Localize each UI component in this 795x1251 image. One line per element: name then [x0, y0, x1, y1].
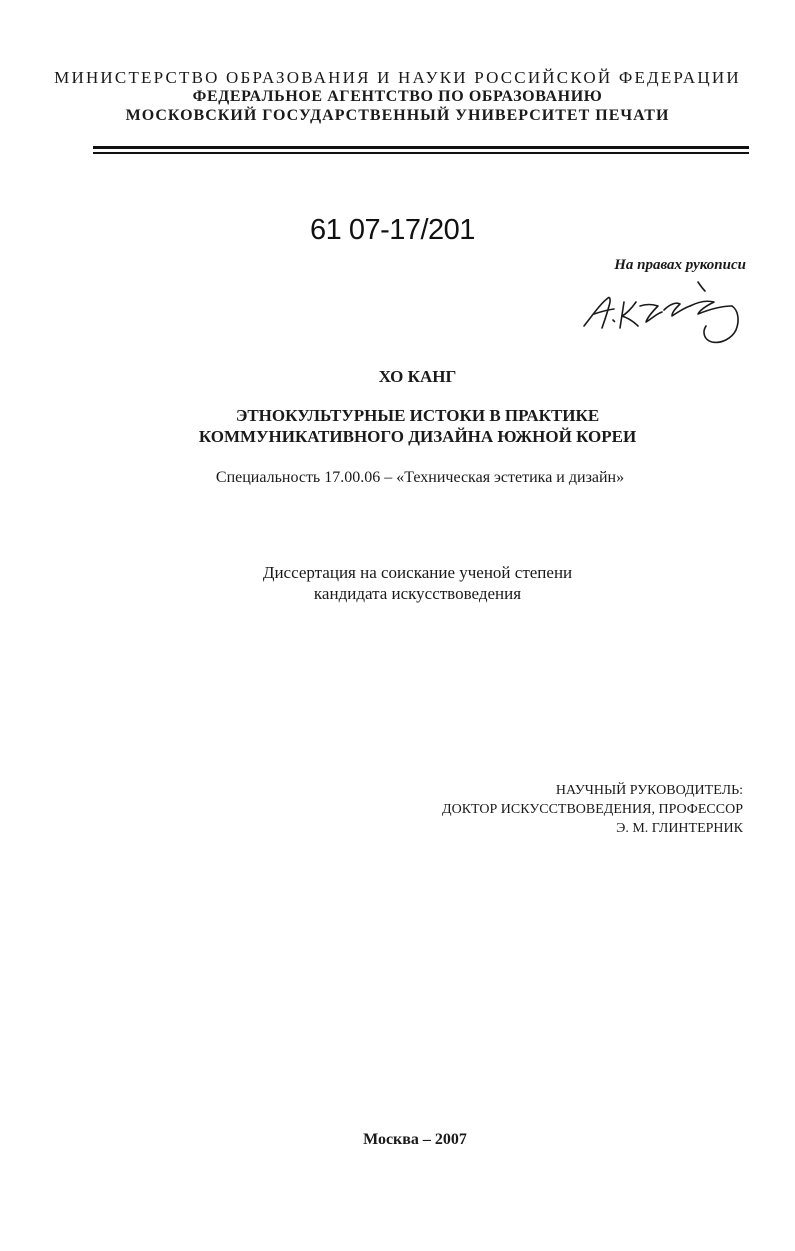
city-year-footer: Москва – 2007 [363, 1131, 467, 1148]
ministry-header: МИНИСТЕРСТВО ОБРАЗОВАНИЯ И НАУКИ РОССИЙСКОЙ ФЕДЕРАЦИИ [54, 68, 741, 87]
advisor-name: Э. М. ГЛИНТЕРНИК [616, 821, 743, 836]
specialty-line: Специальность 17.00.06 – «Техническая эстетика и дизайн» [215, 469, 625, 486]
dissertation-title-line-1: ЭТНОКУЛЬТУРНЫЕ ИСТОКИ В ПРАКТИКЕ [235, 406, 600, 425]
degree-statement-line-2: кандидата искусствоведения [313, 584, 522, 603]
dissertation-title-line-2: КОММУНИКАТИВНОГО ДИЗАЙНА ЮЖНОЙ КОРЕИ [198, 427, 637, 446]
advisor-degree: ДОКТОР ИСКУССТВОВЕДЕНИЯ, ПРОФЕССОР [442, 802, 743, 817]
advisor-label: НАУЧНЫЙ РУКОВОДИТЕЛЬ: [555, 783, 743, 798]
manuscript-rights-note: На правах рукописи [614, 257, 746, 273]
degree-statement-line-1: Диссертация на соискание ученой степени [262, 563, 573, 582]
author-name: ХО КАНГ [378, 367, 457, 386]
author-signature [580, 276, 750, 348]
university-header: МОСКОВСКИЙ ГОСУДАРСТВЕННЫЙ УНИВЕРСИТЕТ ПЕЧАТИ [125, 107, 670, 124]
agency-header: ФЕДЕРАЛЬНОЕ АГЕНТСТВО ПО ОБРАЗОВАНИЮ [192, 88, 603, 105]
header-divider-thin [93, 152, 749, 154]
library-stamp-number: 61 07-17/201 [310, 214, 475, 246]
header-divider-thick [93, 146, 749, 149]
